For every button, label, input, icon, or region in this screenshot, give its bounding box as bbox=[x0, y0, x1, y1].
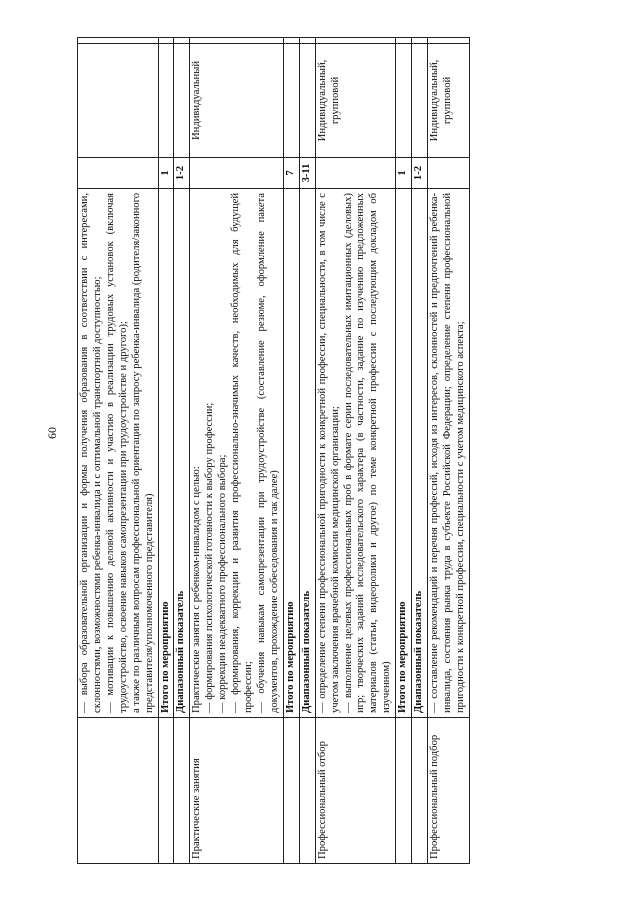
empty-cell bbox=[299, 38, 315, 44]
description-line: — составление рекомендаций и перечня профессий, исходя из интересов, склонностей и предпочтений ребенка-инвалида, состояния рынка труда в субъекте Российской Федерации; определение степени профессиональной пригодности к конкретной профессии, специальности с учетом медицинского аспекта; bbox=[429, 193, 466, 713]
description-line: — формирования психологической готовности к выбору профессии; bbox=[204, 402, 216, 713]
activity-type-cell bbox=[396, 718, 412, 864]
total-label: Итого по мероприятию bbox=[397, 601, 409, 713]
activity-type-cell bbox=[158, 718, 174, 864]
activity-type-cell: Практические занятия bbox=[190, 718, 283, 864]
number-cell: 1 bbox=[396, 158, 412, 189]
activity-type-cell bbox=[283, 718, 299, 864]
empty-cell bbox=[396, 38, 412, 44]
activity-type-cell: Профессиональный отбор bbox=[315, 718, 396, 864]
activity-description-cell bbox=[158, 189, 174, 718]
description-line: — выбора образовательной организации и формы получения образования в соответствии с интересами, склонностями, возможностями ребенка-инвалида и с оптимальной транспортной доступностью; bbox=[79, 193, 103, 713]
description-line: — коррекции неадекватного профессионального выбора; bbox=[217, 454, 229, 713]
activity-type-cell bbox=[412, 718, 428, 864]
description-line: Практические занятия с ребенком-инвалидом с целью: bbox=[191, 466, 203, 713]
form-cell bbox=[283, 44, 299, 158]
activity-description-cell bbox=[78, 189, 159, 718]
empty-cell bbox=[158, 38, 174, 44]
activity-description-cell bbox=[299, 189, 315, 718]
form-cell bbox=[78, 44, 159, 158]
description-line: — мотивации к повышению деловой активности и участию в реализации трудовых установок (включая трудоустройство, освоение навыков самопрезентации при трудоустройстве и другого); bbox=[104, 193, 129, 713]
table-row bbox=[78, 38, 159, 864]
description-line: — обучения навыкам самопрезентации при трудоустройстве (составление резюме, оформление пакета документов, прохождение собеседования и так далее) bbox=[255, 193, 280, 713]
range-label: Диапазонный показатель bbox=[175, 590, 187, 713]
activity-type-cell bbox=[78, 718, 159, 864]
activity-type-cell: Профессиональный подбор bbox=[428, 718, 470, 864]
activity-description-cell bbox=[174, 189, 190, 718]
rotated-table-wrapper bbox=[77, 38, 535, 864]
empty-cell bbox=[412, 38, 428, 44]
total-label: Итого по мероприятию bbox=[284, 601, 296, 713]
range-row bbox=[174, 38, 190, 864]
range-label: Диапазонный показатель bbox=[413, 590, 425, 713]
page-number: 60 bbox=[45, 427, 59, 439]
number-cell: 3-11 bbox=[299, 158, 315, 189]
form-cell bbox=[158, 44, 174, 158]
form-cell bbox=[174, 44, 190, 158]
number-cell: 1-2 bbox=[412, 158, 428, 189]
empty-cell bbox=[174, 38, 190, 44]
total-row bbox=[396, 38, 412, 864]
total-label: Итого по мероприятию bbox=[159, 601, 171, 713]
range-label: Диапазонный показатель bbox=[300, 590, 312, 713]
activity-type-cell bbox=[174, 718, 190, 864]
activity-type-cell bbox=[299, 718, 315, 864]
activity-description-cell bbox=[412, 189, 428, 718]
description-line: — определение степени профессиональной пригодности к конкретной профессии, специальности, в том числе с учетом заключения врачебной комиссии медицинской организации; bbox=[316, 193, 341, 713]
empty-cell bbox=[283, 38, 299, 44]
activity-description-cell bbox=[283, 189, 299, 718]
table-body bbox=[78, 38, 470, 864]
empty-cell bbox=[190, 38, 283, 44]
form-cell: Индивидуальный bbox=[190, 44, 283, 158]
number-cell bbox=[190, 158, 283, 189]
empty-cell bbox=[315, 38, 396, 44]
form-cell bbox=[299, 44, 315, 158]
form-cell: Индивидуальный, групповой bbox=[315, 44, 396, 158]
number-cell bbox=[78, 158, 159, 189]
form-cell bbox=[412, 44, 428, 158]
table-row bbox=[315, 38, 396, 864]
table-row bbox=[190, 38, 283, 864]
number-cell: 1 bbox=[158, 158, 174, 189]
form-cell bbox=[396, 44, 412, 158]
activity-description-cell bbox=[190, 189, 283, 718]
number-cell bbox=[315, 158, 396, 189]
description-line: — выполнение целевых профессиональных проб в формате серии последовательных имитационных (деловых) игр; творческих заданий исследовательского характера (в частности, задание по изучению предложенных материалов (статьи, видеоролики и другое) по теме конкретной профессии с последующим докладом об изученном) bbox=[342, 193, 393, 713]
form-cell: Индивидуальный, групповой bbox=[428, 44, 470, 158]
table-row bbox=[428, 38, 470, 864]
empty-cell bbox=[78, 38, 159, 44]
activity-description-cell bbox=[428, 189, 470, 718]
range-row bbox=[412, 38, 428, 864]
number-cell: 1-2 bbox=[174, 158, 190, 189]
total-row bbox=[158, 38, 174, 864]
range-row bbox=[299, 38, 315, 864]
description-line: — формирования, коррекции и развития профессионально-значимых качеств, необходимых для будущей профессии; bbox=[230, 193, 255, 713]
empty-cell bbox=[428, 38, 470, 44]
description-line: а также по различным вопросам профессиональной ориентации по запросу ребенка-инвалида (родителя/законного представителя/уполномоченного представителя) bbox=[130, 193, 155, 713]
number-cell bbox=[428, 158, 470, 189]
activity-description-cell bbox=[315, 189, 396, 718]
total-row bbox=[283, 38, 299, 864]
number-cell: 7 bbox=[283, 158, 299, 189]
activity-description-cell bbox=[396, 189, 412, 718]
services-table bbox=[77, 37, 470, 864]
